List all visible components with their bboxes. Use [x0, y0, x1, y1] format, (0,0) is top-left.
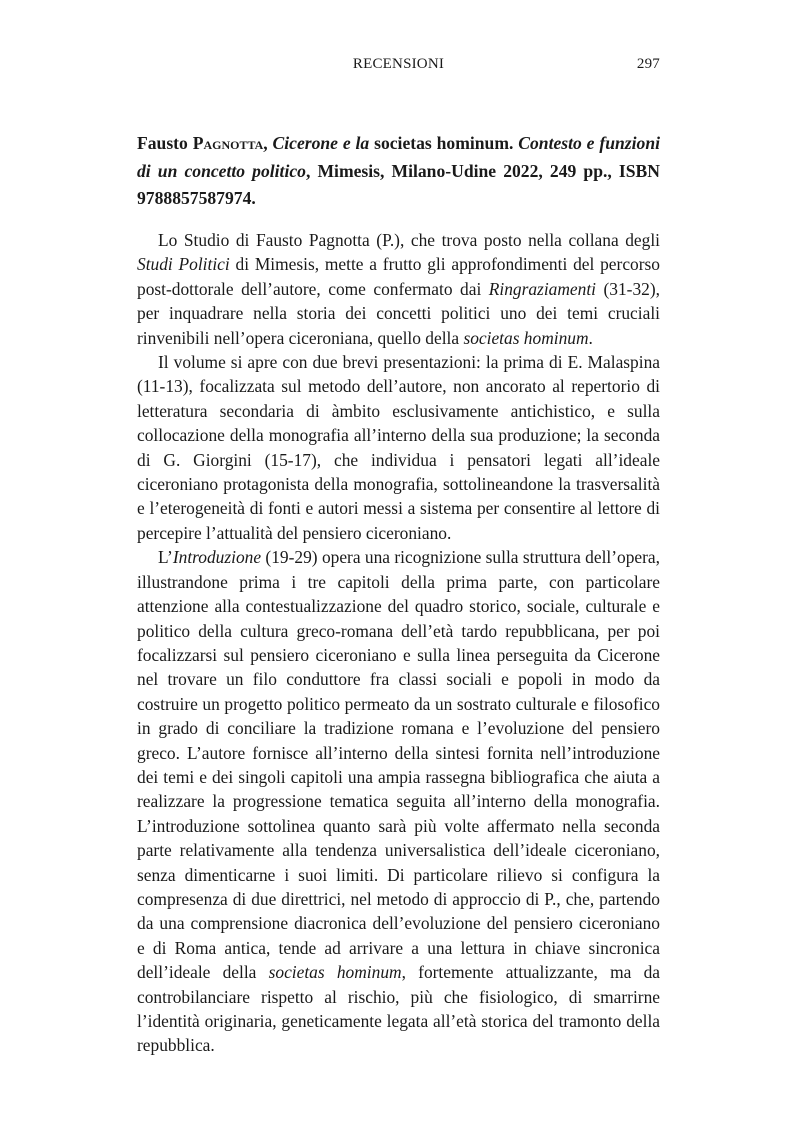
paragraph-2 [137, 350, 660, 545]
text-segment: di Mimesis, mette a frutto gli approfondimenti del percorso post-dottorale dell’autore, come confermato dai [137, 254, 660, 299]
text-segment: , fortemente attualizzante, ma da controbilanciare rispetto al rischio, più che fisiologico, di smarrirne l’identità originaria, geneticamente legata all’età storica del tramonto della repubblica. [137, 962, 660, 1056]
paragraph-3 [137, 545, 660, 1058]
review-citation [137, 130, 660, 213]
book-title-roman: societas hominum [369, 133, 509, 153]
italic-text: societas hominum [463, 327, 589, 348]
running-head [137, 56, 660, 80]
italic-text: Ringraziamenti [488, 278, 596, 299]
italic-text: Introduzione [172, 547, 262, 568]
review-body [137, 228, 660, 1058]
book-subtitle: Contesto e funzioni di un concetto politico [137, 133, 660, 181]
publisher-info: , Mimesis, Milano-Udine 2022, 249 pp., ISBN 9788857587974. [137, 160, 660, 208]
separator: , [263, 133, 273, 153]
italic-text: Studi Politici [137, 254, 230, 275]
text-segment: (19-29) opera una ricognizione sulla struttura dell’opera, illustrandone prima i tre capitoli della prima parte, con particolare attenzione alla contestualizzazione del quadro storico, sociale, culturale e politico della cultura greco-romana dell’età tardo repubblicana, per poi focalizzarsi sul pensiero ciceroniano e sulla linea perseguita da Cicerone nel trovare un filo conduttore fra classi sociali e popoli in modo da costruire un progetto politico permeato da un sostrato culturale e filosofico in grado di conciliare la tradizione romana e l’evoluzione del pensiero greco. L’autore fornisce all’interno della sintesi fornita nell’introduzione dei temi e dei singoli capitoli una ampia rassegna bibliografica che aiuta a realizzare la progressione tematica seguita all’interno della monografia. L’introduzione sottolinea quanto sarà più volte affermato nella seconda parte relativamente alla tendenza universalistica dell’ideale ciceroniano, senza dimenticarne i suoi limiti. Di particolare rilievo si configura la compresenza di due direttrici, nel metodo di approccio di P., che, partendo da una comprensione diacronica dell’evoluzione del pensiero ciceroniano e di Roma antica, tende ad arrivare a una lettura in chiave sincronica dell’ideale della [137, 547, 660, 983]
separator: . [508, 133, 519, 153]
text-segment: (31-32), per inquadrare nella storia dei concetti politici uno dei temi cruciali rinvenibili nell’opera ciceroniana, quello della [137, 278, 660, 348]
text-segment: Lo Studio di Fausto Pagnotta (P.), che trova posto nella collana degli [158, 230, 660, 250]
running-title: RECENSIONI [352, 56, 445, 72]
author-first-name: Fausto [137, 133, 193, 153]
text-segment: L’ [158, 547, 173, 568]
text-segment: . [588, 327, 593, 348]
author-last-name: Pagnotta [192, 133, 264, 153]
paragraph-1 [137, 228, 660, 350]
italic-text: societas hominum [268, 962, 402, 983]
page-number: 297 [636, 56, 660, 72]
text-segment: Il volume si apre con due brevi presentazioni: la prima di E. Malaspina (11-13), focalizzata sul metodo dell’autore, non ancorato al repertorio di letteratura secondaria di àmbito esclusivamente antichistico, e sulla collocazione della monografia all’interno della sua produzione; la seconda di G. Giorgini (15-17), che individua i pensatori legati all’ideale ciceroniano protagonista della monografia, sottolineandone la trasversalità e l’eterogeneità di fonti e autori messi a sistema per consentire al lettore di percepire l’attualità del pensiero ciceroniano. [137, 352, 660, 543]
book-title-italic: Cicerone e la [272, 133, 370, 153]
